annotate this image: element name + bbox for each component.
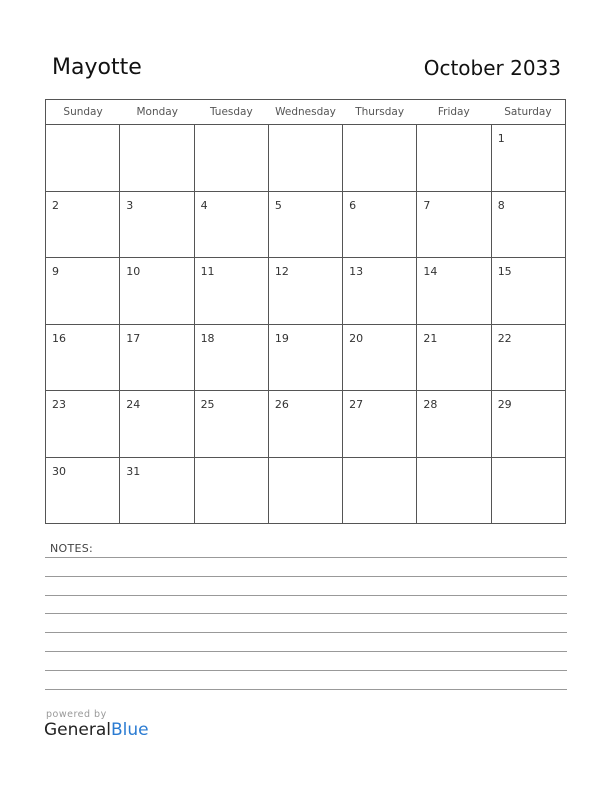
weekday-saturday: Saturday <box>504 106 552 118</box>
day-number: 26 <box>274 398 289 411</box>
day-cell <box>195 192 269 258</box>
day-cell <box>417 192 491 258</box>
weekday-sunday: Sunday <box>63 106 103 118</box>
day-number: 23 <box>52 398 66 411</box>
day-number: 24 <box>126 398 141 411</box>
day-cell <box>417 258 491 324</box>
note-line <box>45 670 567 671</box>
day-number: 28 <box>423 398 438 411</box>
day-number: 21 <box>423 331 438 345</box>
day-cell <box>120 458 194 524</box>
note-line <box>45 595 567 596</box>
day-cell <box>269 391 343 457</box>
day-cell <box>269 458 343 524</box>
weeks-container <box>46 125 565 523</box>
day-cell <box>195 391 269 457</box>
day-cell <box>195 258 269 324</box>
day-cell <box>46 458 120 524</box>
day-cell <box>343 192 417 258</box>
day-cell <box>417 458 491 524</box>
day-number: 8 <box>497 198 505 212</box>
day-number: 7 <box>423 198 431 212</box>
week-row <box>46 391 565 458</box>
day-number: 4 <box>200 198 208 212</box>
calendar-grid <box>45 99 566 524</box>
day-number: 25 <box>200 398 215 411</box>
day-number: 3 <box>126 198 134 212</box>
day-number: 19 <box>274 331 289 345</box>
day-cell <box>195 125 269 191</box>
powered-by-text: powered by <box>46 709 107 720</box>
logo-general: General <box>44 720 111 740</box>
day-number: 10 <box>126 265 141 278</box>
day-number: 5 <box>274 198 282 212</box>
day-cell <box>195 325 269 391</box>
day-number: 18 <box>200 331 215 345</box>
day-cell <box>195 458 269 524</box>
day-number: 14 <box>423 265 438 278</box>
day-number: 15 <box>497 265 512 278</box>
day-cell <box>120 125 194 191</box>
day-cell <box>269 192 343 258</box>
note-line <box>45 613 567 614</box>
day-cell <box>120 192 194 258</box>
day-cell <box>46 192 120 258</box>
weekday-header-row <box>46 100 565 125</box>
day-cell <box>269 325 343 391</box>
day-cell <box>269 125 343 191</box>
weekday-tuesday: Tuesday <box>209 106 253 118</box>
week-row <box>46 325 565 392</box>
day-number: 16 <box>52 331 66 345</box>
day-cell <box>269 258 343 324</box>
day-cell <box>120 325 194 391</box>
day-cell <box>343 458 417 524</box>
day-cell <box>492 258 565 324</box>
day-cell <box>492 125 565 191</box>
day-cell <box>417 325 491 391</box>
day-cell <box>46 391 120 457</box>
day-cell <box>120 258 194 324</box>
note-line <box>45 632 567 633</box>
day-number: 9 <box>52 265 59 278</box>
day-cell <box>46 325 120 391</box>
day-cell <box>417 125 491 191</box>
week-row <box>46 258 565 325</box>
day-cell <box>46 258 120 324</box>
day-number: 13 <box>349 265 364 278</box>
weekday-friday: Friday <box>437 106 470 118</box>
day-cell <box>120 391 194 457</box>
day-number: 29 <box>497 398 512 411</box>
note-line <box>45 651 567 652</box>
day-number: 27 <box>349 398 364 411</box>
day-number: 1 <box>497 132 505 145</box>
notes-label: NOTES: <box>50 542 94 555</box>
day-number: 12 <box>274 265 289 278</box>
day-number: 30 <box>52 464 66 478</box>
week-row <box>46 125 565 192</box>
generalblue-logo <box>44 720 149 740</box>
weekday-wednesday: Wednesday <box>275 106 336 118</box>
day-cell <box>492 391 565 457</box>
note-line <box>45 689 567 690</box>
day-number: 17 <box>126 331 141 345</box>
weekday-thursday: Thursday <box>355 106 405 118</box>
week-row <box>46 458 565 524</box>
note-line <box>45 557 567 558</box>
day-cell <box>492 458 565 524</box>
day-cell <box>343 325 417 391</box>
week-row <box>46 192 565 259</box>
day-number: 20 <box>349 331 364 345</box>
day-cell <box>343 125 417 191</box>
logo-blue: Blue <box>111 720 149 740</box>
day-cell <box>492 325 565 391</box>
note-line <box>45 576 567 577</box>
day-number: 31 <box>126 464 141 478</box>
day-number: 11 <box>200 265 215 278</box>
day-cell <box>492 192 565 258</box>
month-year-title: October 2033 <box>423 56 561 80</box>
day-number: 6 <box>349 198 357 212</box>
day-cell <box>343 391 417 457</box>
weekday-monday: Monday <box>136 106 178 118</box>
day-number: 2 <box>52 198 59 212</box>
day-cell <box>46 125 120 191</box>
day-cell <box>417 391 491 457</box>
country-title: Mayotte <box>52 55 142 80</box>
day-cell <box>343 258 417 324</box>
day-number: 22 <box>497 331 512 345</box>
